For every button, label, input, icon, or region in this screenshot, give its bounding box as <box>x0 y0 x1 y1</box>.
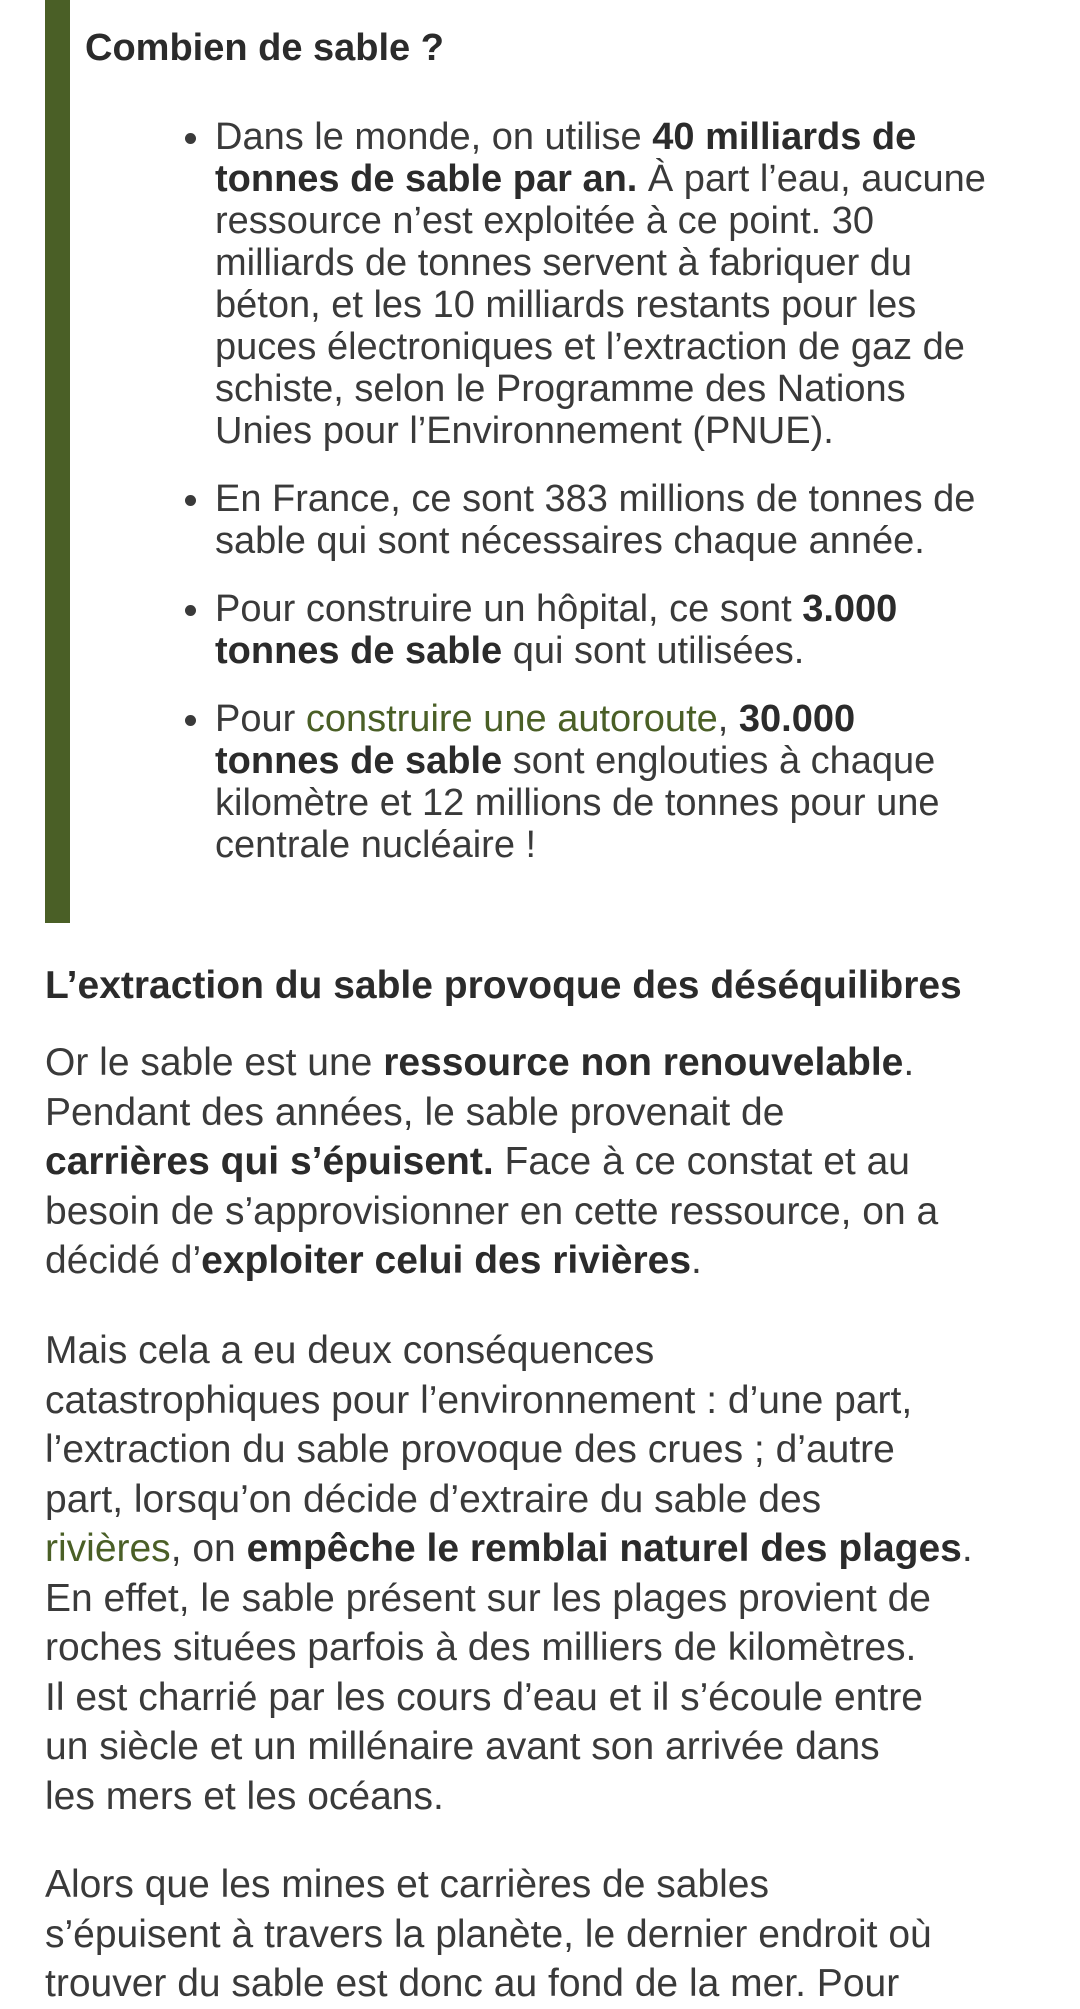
text-run: roches situées parfois à des milliers de kilomètres. <box>45 1626 917 1669</box>
text-run: Unies pour l’Environnement (PNUE). <box>215 410 834 452</box>
text-run: décidé d’ <box>45 1239 202 1282</box>
text-run: un siècle et un millénaire avant son arrivée dans <box>45 1725 880 1768</box>
text-run: Face à ce constat et au <box>493 1140 910 1183</box>
text-run: , on <box>170 1527 247 1570</box>
bold-text: 30.000 <box>738 698 856 740</box>
bold-text: 40 milliards de <box>652 116 917 158</box>
bullet-item <box>215 698 1080 866</box>
text-run: kilomètre et 12 millions de tonnes pour une <box>215 782 940 824</box>
info-box <box>45 0 1080 923</box>
inline-link[interactable]: rivières <box>45 1527 171 1570</box>
text-run: l’extraction du sable provoque des crues ; d’autre <box>45 1428 895 1471</box>
text-run: Pour <box>215 698 306 740</box>
accent-bar <box>45 0 70 923</box>
text-run: trouver du sable est donc au fond de la mer. Pour <box>45 1962 900 2005</box>
bullet-item <box>215 116 1080 452</box>
text-run: puces électroniques et l’extraction de gaz de <box>215 326 965 368</box>
text-run: centrale nucléaire ! <box>215 824 537 866</box>
text-run: , <box>717 698 739 740</box>
text-run: béton, et les 10 milliards restants pour les <box>215 284 917 326</box>
text-run: En France, ce sont 383 millions de tonnes de <box>215 478 976 520</box>
text-run: Pendant des années, le sable provenait de <box>45 1090 785 1134</box>
bold-text: carrières qui s’épuisent. <box>45 1140 494 1183</box>
text-run: sont englouties à chaque <box>502 740 936 782</box>
bold-text: empêche le remblai naturel des plages <box>246 1527 962 1570</box>
text-run: s’épuisent à travers la planète, le dernier endroit où <box>45 1912 932 1956</box>
text-run: catastrophiques pour l’environnement : d’une part, <box>45 1378 913 1422</box>
bold-text: tonnes de sable <box>215 740 503 782</box>
bold-text: ressource non renouvelable <box>383 1041 904 1084</box>
text-run: schiste, selon le Programme des Nations <box>215 368 906 410</box>
text-run: milliards de tonnes servent à fabriquer du <box>215 242 913 284</box>
text-run: ressource n’est exploitée à ce point. 30 <box>215 200 875 242</box>
bold-text: 3.000 <box>802 588 898 630</box>
paragraph <box>45 1038 1080 1286</box>
text-run: Il est charrié par les cours d’eau et il s’écoule entre <box>45 1675 923 1719</box>
paragraph <box>45 1326 1080 1821</box>
paragraph <box>45 1860 1080 2009</box>
bullet-list <box>215 116 1080 892</box>
text-run: En effet, le sable présent sur les plages provient de <box>45 1576 931 1620</box>
text-run: Dans le monde, on utilise <box>215 116 653 158</box>
bold-text: tonnes de sable par an. <box>215 158 638 200</box>
text-run: Mais cela a eu deux conséquences <box>45 1329 655 1372</box>
text-run: part, lorsqu’on décide d’extraire du sable des <box>45 1477 822 1521</box>
bold-text: tonnes de sable <box>215 630 503 672</box>
text-run: les mers et les océans. <box>45 1774 444 1818</box>
text-run: Alors que les mines et carrières de sables <box>45 1863 769 1906</box>
text-run: . <box>691 1239 702 1282</box>
section-heading: L’extraction du sable provoque des déséquilibres <box>45 964 962 1007</box>
bullet-item <box>215 478 1080 562</box>
text-run: besoin de s’approvisionner en cette ressource, on a <box>45 1189 939 1233</box>
text-run: À part l’eau, aucune <box>637 158 986 200</box>
text-run: Or le sable est une <box>45 1041 384 1084</box>
bullet-item <box>215 588 1080 672</box>
text-run: qui sont utilisées. <box>502 630 805 672</box>
text-run: Pour construire un hôpital, ce sont <box>215 588 803 630</box>
bold-text: exploiter celui des rivières <box>201 1239 692 1282</box>
inline-link[interactable]: construire une autoroute <box>305 698 718 740</box>
text-run: sable qui sont nécessaires chaque année. <box>215 520 925 562</box>
text-run: . <box>961 1527 973 1570</box>
text-run: . <box>903 1041 915 1084</box>
box-title: Combien de sable ? <box>85 27 444 69</box>
